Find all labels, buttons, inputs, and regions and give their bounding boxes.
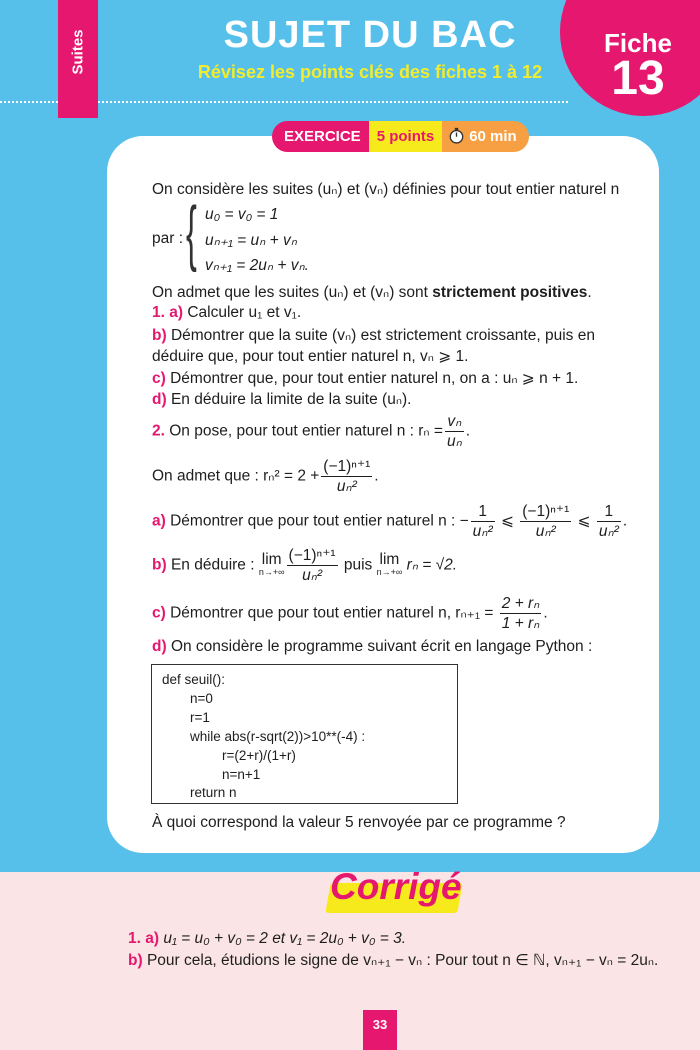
system-line: u₀ = v₀ = 1 bbox=[205, 206, 279, 223]
code-line: def seuil(): bbox=[162, 672, 226, 687]
admit-2: On admet que : rₙ² = 2 + $\frac{\text{(−1)ⁿ⁺¹}}{\text{uₙ²}}$ . bbox=[152, 458, 379, 495]
fraction: $\frac{\text{(−1)ⁿ⁺¹}}{\text{uₙ²}}$ bbox=[288, 547, 336, 584]
answer-1b: b) Pour cela, étudions le signe de vₙ₊₁ − vₙ : Pour tout n ∈ ℕ, vₙ₊₁ − vₙ = 2uₙ. bbox=[128, 952, 659, 969]
limit: lim n→+∞ bbox=[376, 550, 403, 577]
question-1d: d) En déduire la limite de la suite (uₙ). bbox=[152, 391, 412, 408]
question-2d: d) On considère le programme suivant écrit en langage Python : bbox=[152, 638, 593, 655]
code-line: while abs(r-sqrt(2))>10**(-4) : bbox=[190, 729, 366, 744]
fiche-label: Fiche bbox=[604, 28, 672, 58]
fraction: $\frac{\text{2 + rₙ}}{\text{1 + rₙ}}$ bbox=[501, 595, 540, 632]
bold-emphasis: strictement positives bbox=[432, 284, 588, 301]
answer-1a: 1. a) u₁ = u₀ + v₀ = 2 et v₁ = 2u₀ + v₀ = 3. bbox=[128, 930, 407, 947]
question-2c: c) Démontrer que pour tout entier naturel n, rₙ₊₁ = $\frac{\text{2 + rₙ}}{\text{1 + rₙ}}$ . bbox=[152, 595, 548, 632]
question-1b-line1: b) Démontrer que la suite (vₙ) est strictement croissante, puis en bbox=[152, 327, 595, 344]
question-1a: 1. a) Calculer u₁ et v₁. bbox=[152, 304, 302, 321]
dotted-divider bbox=[0, 101, 58, 103]
time-label bbox=[442, 121, 529, 152]
time-value: 60 min bbox=[469, 128, 517, 145]
chapter-tab-label: Suites bbox=[69, 29, 87, 75]
code-line: return n bbox=[190, 785, 237, 800]
exercise-badge bbox=[272, 121, 529, 152]
corrige-title: Corrigé bbox=[330, 866, 462, 907]
python-code-box bbox=[151, 664, 458, 804]
par-label: par : bbox=[152, 230, 184, 247]
points-label: 5 points bbox=[369, 121, 443, 152]
system-line: uₙ₊₁ = uₙ + vₙ bbox=[205, 232, 297, 249]
stopwatch-icon bbox=[448, 127, 465, 144]
code-line: n=0 bbox=[190, 691, 213, 706]
limit: lim n→+∞ bbox=[258, 550, 285, 577]
question-2: 2. On pose, pour tout entier naturel n : rₙ = $\frac{\text{vₙ}}{\text{uₙ}}$ . bbox=[152, 413, 471, 450]
page-number: 33 bbox=[363, 1010, 397, 1050]
fraction: $\frac{\text{vₙ}}{\text{uₙ}}$ bbox=[446, 413, 462, 450]
system-brace: { bbox=[186, 193, 197, 273]
system-line: vₙ₊₁ = 2uₙ + vₙ. bbox=[205, 257, 309, 274]
fraction: $\frac{\text{(−1)ⁿ⁺¹}}{\text{uₙ²}}$ bbox=[522, 503, 570, 540]
admit-text: On admet que les suites (uₙ) et (vₙ) sont strictement positives. bbox=[152, 284, 592, 301]
chapter-tab bbox=[58, 0, 98, 118]
page-title: SUJET DU BAC bbox=[223, 14, 517, 56]
question-2b: b) En déduire : lim n→+∞ $\frac{\text{(−1)ⁿ⁺¹}}{\text{uₙ²}}$ puis lim n→+∞ rₙ = √2. bbox=[152, 547, 458, 584]
fraction: $\frac{1}{\text{uₙ²}}$ bbox=[472, 502, 493, 540]
exercise-label: EXERCICE bbox=[272, 121, 369, 152]
final-question: À quoi correspond la valeur 5 renvoyée par ce programme ? bbox=[152, 814, 566, 831]
question-1c: c) Démontrer que, pour tout entier naturel n, on a : uₙ ⩾ n + 1. bbox=[152, 370, 579, 387]
code-line: n=n+1 bbox=[222, 767, 261, 782]
question-1b-line2: déduire que, pour tout entier naturel n, vₙ ⩾ 1. bbox=[152, 348, 469, 365]
intro-text: On considère les suites (uₙ) et (vₙ) définies pour tout entier naturel n bbox=[152, 181, 620, 198]
fiche-number: 13 bbox=[611, 52, 665, 105]
dotted-divider bbox=[98, 101, 568, 103]
fraction: $\frac{\text{(−1)ⁿ⁺¹}}{\text{uₙ²}}$ bbox=[323, 458, 371, 495]
code-line: r=1 bbox=[190, 710, 210, 725]
question-2a: a) Démontrer que pour tout entier naturel n : − $\frac{1}{\text{uₙ²}}$ ⩽ $\frac{\text{(−1)ⁿ⁺¹}}{\text{uₙ²}}$ ⩽ $\frac{1}{\text{uₙ²}}$ . bbox=[152, 502, 628, 540]
fraction: $\frac{1}{\text{uₙ²}}$ bbox=[598, 502, 619, 540]
code-line: r=(2+r)/(1+r) bbox=[222, 748, 296, 763]
page-subtitle: Révisez les points clés des fiches 1 à 12 bbox=[197, 62, 543, 82]
